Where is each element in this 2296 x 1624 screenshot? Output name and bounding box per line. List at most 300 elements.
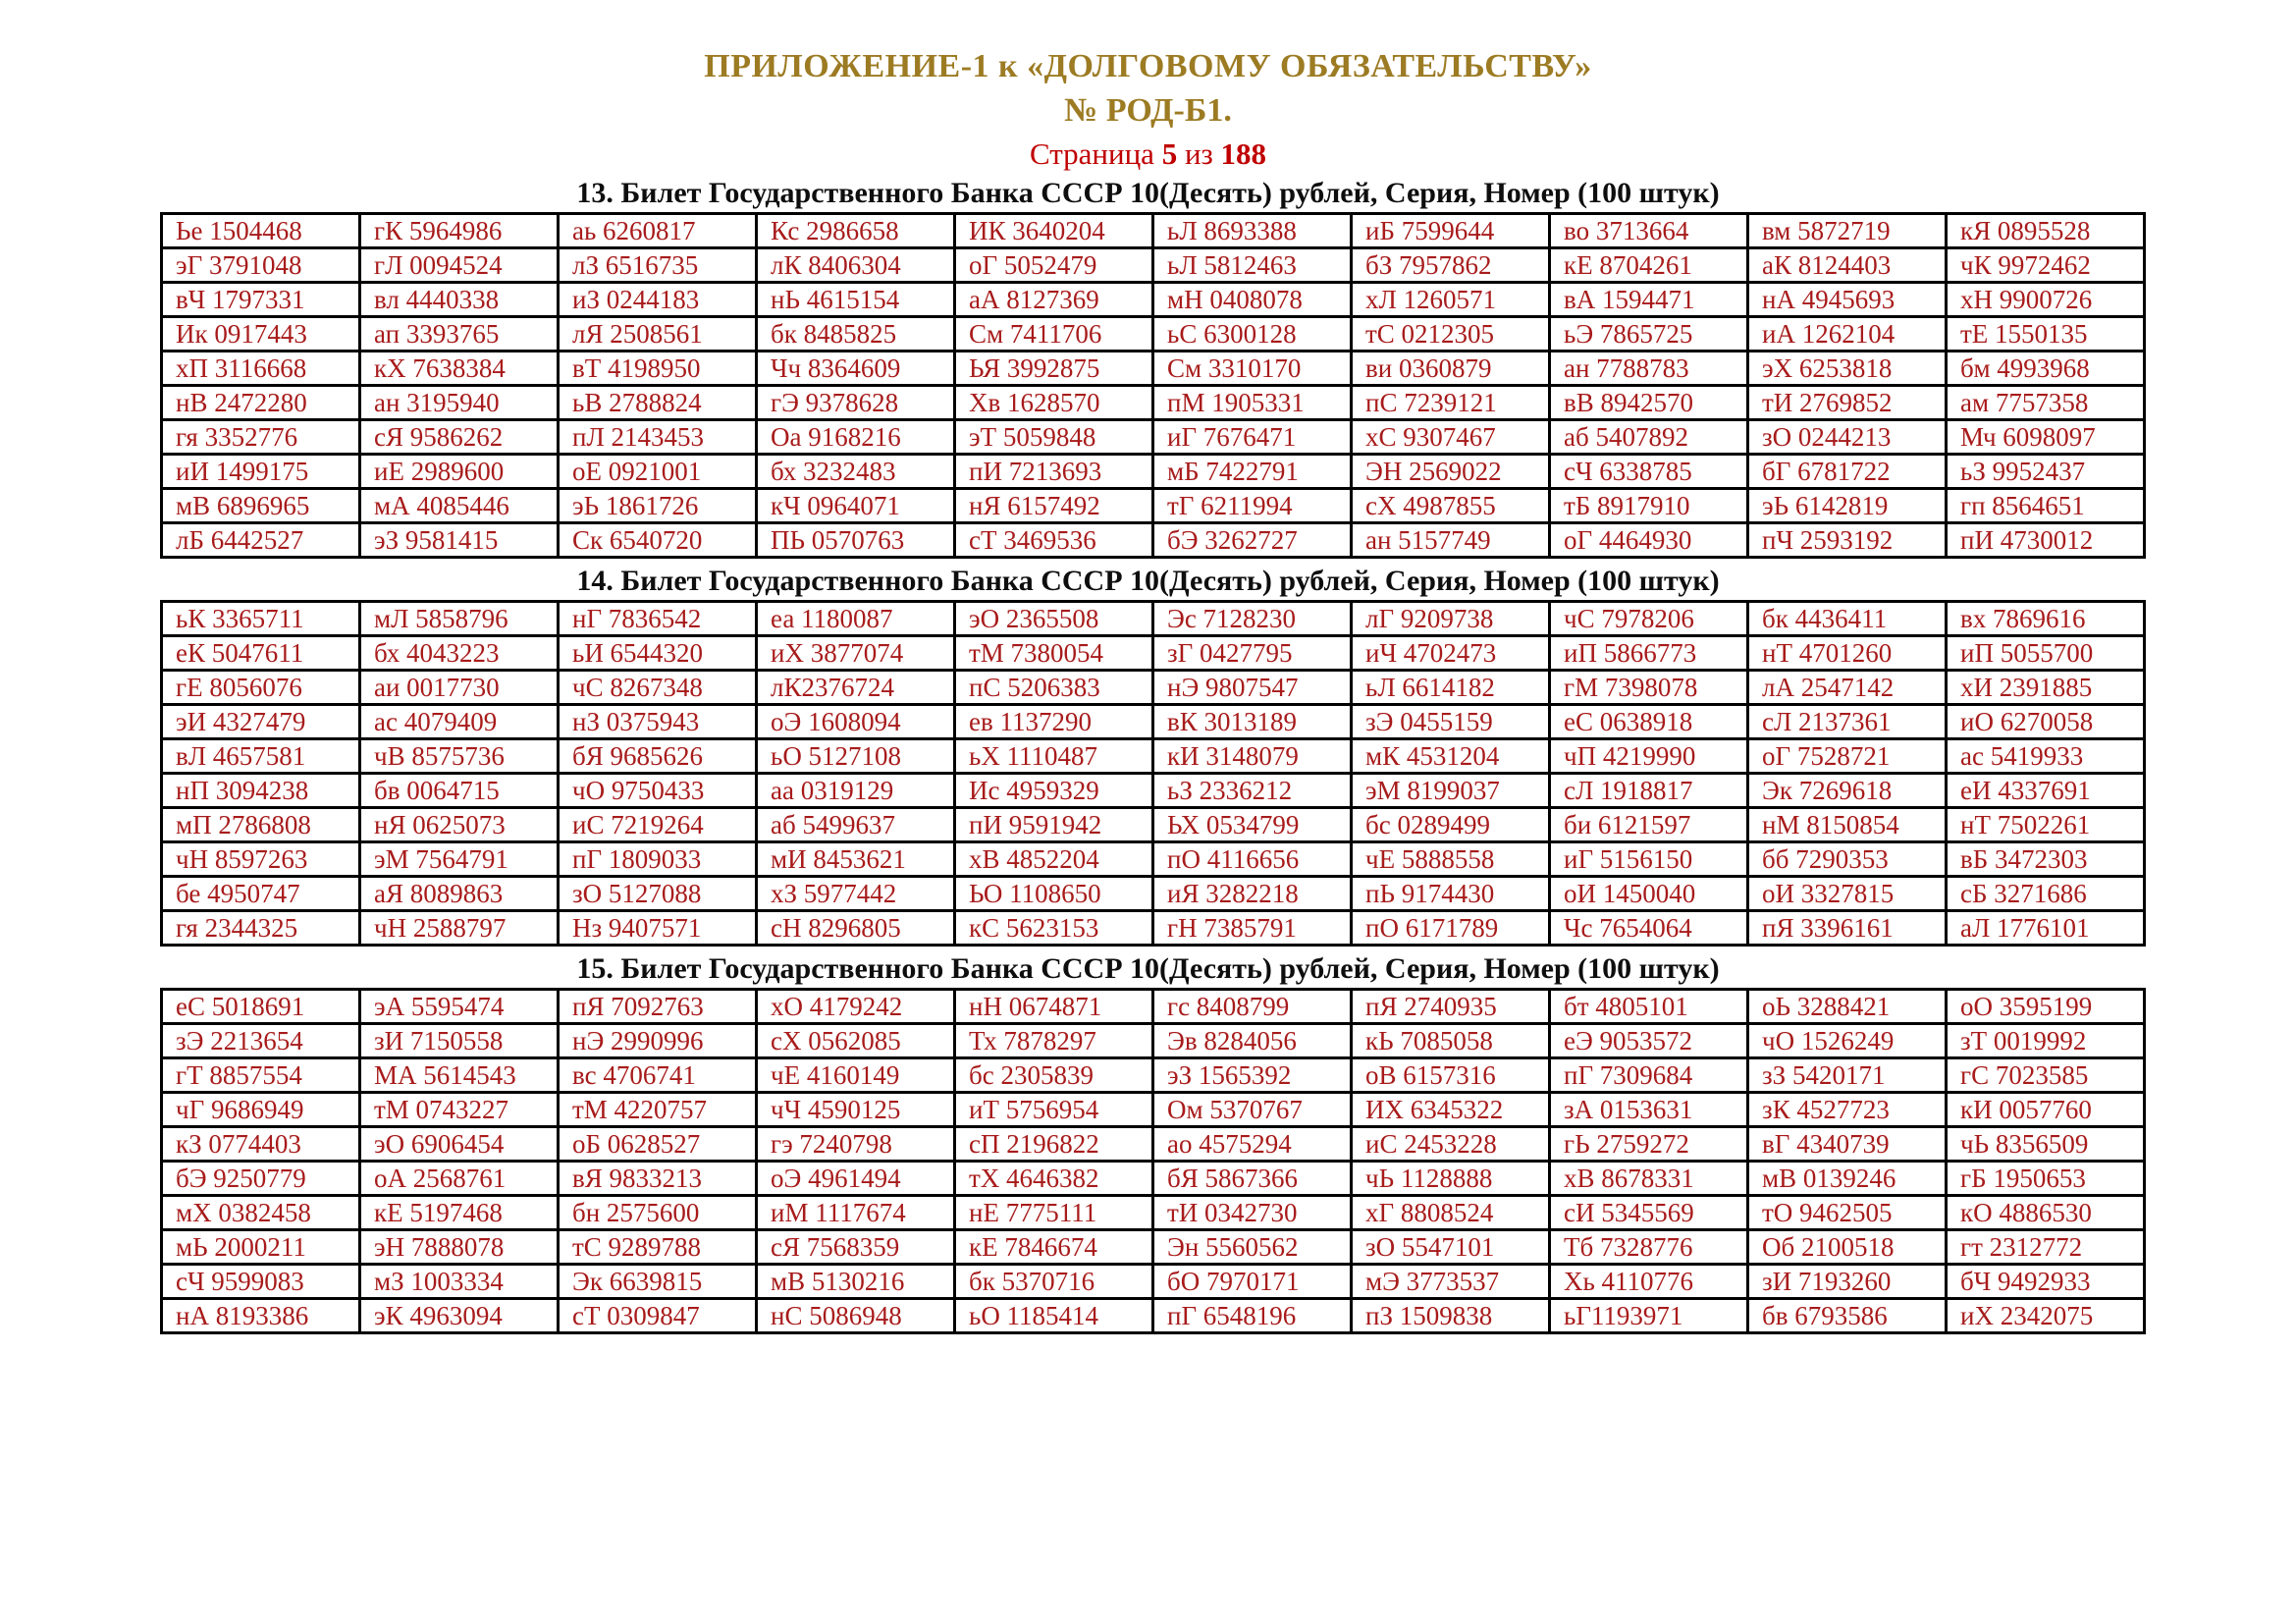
serial-cell: кЗ 0774403 bbox=[162, 1127, 360, 1162]
serial-cell: иО 6270058 bbox=[1947, 705, 2145, 739]
serial-cell: пМ 1905331 bbox=[1153, 386, 1352, 420]
table-row bbox=[162, 774, 2145, 808]
serial-cell: гя 2344325 bbox=[162, 911, 360, 946]
serial-cell: иХ 2342075 bbox=[1947, 1299, 2145, 1333]
serial-cell: гЕ 8056076 bbox=[162, 671, 360, 705]
serial-cell: сЧ 9599083 bbox=[162, 1265, 360, 1299]
serial-cell: Чч 8364609 bbox=[757, 352, 955, 386]
serial-cell: гН 7385791 bbox=[1153, 911, 1352, 946]
serial-cell: кЯ 0895528 bbox=[1947, 214, 2145, 248]
serial-cell: чС 8267348 bbox=[559, 671, 757, 705]
serial-cell: ан 7788783 bbox=[1550, 352, 1748, 386]
table-row bbox=[162, 420, 2145, 455]
serial-cell: эЗ 1565392 bbox=[1153, 1058, 1352, 1093]
serial-cell: ам 7757358 bbox=[1947, 386, 2145, 420]
serial-cell: чЕ 4160149 bbox=[757, 1058, 955, 1093]
table-row bbox=[162, 386, 2145, 420]
serial-cell: Эк 7269618 bbox=[1748, 774, 1947, 808]
serial-cell: нМ 8150854 bbox=[1748, 808, 1947, 842]
serial-cell: еИ 4337691 bbox=[1947, 774, 2145, 808]
serial-cell: тИ 2769852 bbox=[1748, 386, 1947, 420]
serial-cell: ьИ 6544320 bbox=[559, 636, 757, 671]
serial-cell: эК 4963094 bbox=[360, 1299, 559, 1333]
serial-cell: иБ 7599644 bbox=[1352, 214, 1550, 248]
table-row bbox=[162, 911, 2145, 946]
serial-cell: бЧ 9492933 bbox=[1947, 1265, 2145, 1299]
table-row bbox=[162, 842, 2145, 877]
serial-cell: пГ 6548196 bbox=[1153, 1299, 1352, 1333]
table-row bbox=[162, 602, 2145, 636]
table-row bbox=[162, 1058, 2145, 1093]
serial-cell: пЬ 9174430 bbox=[1352, 877, 1550, 911]
serial-cell: гК 5964986 bbox=[360, 214, 559, 248]
serial-cell: би 6121597 bbox=[1550, 808, 1748, 842]
serial-cell: Тб 7328776 bbox=[1550, 1230, 1748, 1265]
serial-cell: Ис 4959329 bbox=[955, 774, 1153, 808]
serial-cell: Кс 2986658 bbox=[757, 214, 955, 248]
serial-cell: гБ 1950653 bbox=[1947, 1162, 2145, 1196]
serial-cell: пС 5206383 bbox=[955, 671, 1153, 705]
serial-cell: чП 4219990 bbox=[1550, 739, 1748, 774]
serial-cell: ьЛ 6614182 bbox=[1352, 671, 1550, 705]
serial-cell: иЯ 3282218 bbox=[1153, 877, 1352, 911]
serial-cell: зО 0244213 bbox=[1748, 420, 1947, 455]
serial-cell: ьК 3365711 bbox=[162, 602, 360, 636]
serial-cell: ьЛ 5812463 bbox=[1153, 248, 1352, 283]
serial-cell: ьЗ 9952437 bbox=[1947, 455, 2145, 489]
serial-cell: вК 3013189 bbox=[1153, 705, 1352, 739]
serial-cell: тМ 4220757 bbox=[559, 1093, 757, 1127]
serial-cell: МА 5614543 bbox=[360, 1058, 559, 1093]
page-subtitle: № РОД-Б1. bbox=[1064, 92, 1232, 129]
serial-cell: вх 7869616 bbox=[1947, 602, 2145, 636]
serial-cell: зЭ 0455159 bbox=[1352, 705, 1550, 739]
serial-cell: зЗ 5420171 bbox=[1748, 1058, 1947, 1093]
serial-cell: иС 2453228 bbox=[1352, 1127, 1550, 1162]
table-caption: 15. Билет Государственного Банка СССР 10(Десять) рублей, Серия, Номер (100 штук) bbox=[576, 952, 1720, 985]
serial-cell: нЭ 2990996 bbox=[559, 1024, 757, 1058]
serial-cell: иЧ 4702473 bbox=[1352, 636, 1550, 671]
table-row bbox=[162, 1230, 2145, 1265]
serial-cell: пО 6171789 bbox=[1352, 911, 1550, 946]
serials-table-14 bbox=[160, 600, 2146, 947]
table-section-15 bbox=[0, 953, 2296, 1334]
serial-cell: хЛ 1260571 bbox=[1352, 283, 1550, 317]
serial-cell: эМ 8199037 bbox=[1352, 774, 1550, 808]
serial-cell: Эс 7128230 bbox=[1153, 602, 1352, 636]
serial-cell: пО 4116656 bbox=[1153, 842, 1352, 877]
table-row bbox=[162, 990, 2145, 1024]
serial-cell: кЕ 5197468 bbox=[360, 1196, 559, 1230]
serial-cell: тИ 0342730 bbox=[1153, 1196, 1352, 1230]
table-row bbox=[162, 455, 2145, 489]
serial-cell: ЬЯ 3992875 bbox=[955, 352, 1153, 386]
serial-cell: эМ 7564791 bbox=[360, 842, 559, 877]
serial-cell: лК 8406304 bbox=[757, 248, 955, 283]
serial-cell: зК 4527723 bbox=[1748, 1093, 1947, 1127]
serial-cell: иГ 5156150 bbox=[1550, 842, 1748, 877]
serial-cell: кО 4886530 bbox=[1947, 1196, 2145, 1230]
serial-cell: бн 2575600 bbox=[559, 1196, 757, 1230]
serial-cell: ЬО 1108650 bbox=[955, 877, 1153, 911]
serial-cell: нТ 7502261 bbox=[1947, 808, 2145, 842]
serial-cell: оИ 1450040 bbox=[1550, 877, 1748, 911]
serial-cell: во 3713664 bbox=[1550, 214, 1748, 248]
serial-cell: бЭ 3262727 bbox=[1153, 523, 1352, 558]
serial-cell: эО 2365508 bbox=[955, 602, 1153, 636]
serial-cell: эН 7888078 bbox=[360, 1230, 559, 1265]
serial-cell: еС 5018691 bbox=[162, 990, 360, 1024]
serial-cell: кЕ 8704261 bbox=[1550, 248, 1748, 283]
serial-cell: гт 2312772 bbox=[1947, 1230, 2145, 1265]
serial-cell: чН 8597263 bbox=[162, 842, 360, 877]
serial-cell: ас 5419933 bbox=[1947, 739, 2145, 774]
serial-cell: Чс 7654064 bbox=[1550, 911, 1748, 946]
serial-cell: оЬ 3288421 bbox=[1748, 990, 1947, 1024]
serial-cell: нЕ 7775111 bbox=[955, 1196, 1153, 1230]
serial-cell: иЗ 0244183 bbox=[559, 283, 757, 317]
serial-cell: мН 0408078 bbox=[1153, 283, 1352, 317]
serial-cell: еК 5047611 bbox=[162, 636, 360, 671]
serial-cell: аА 8127369 bbox=[955, 283, 1153, 317]
serial-cell: чЧ 4590125 bbox=[757, 1093, 955, 1127]
serial-cell: сН 8296805 bbox=[757, 911, 955, 946]
serial-cell: бе 4950747 bbox=[162, 877, 360, 911]
serial-cell: ьХ 1110487 bbox=[955, 739, 1153, 774]
serial-cell: гэ 7240798 bbox=[757, 1127, 955, 1162]
serial-cell: нА 4945693 bbox=[1748, 283, 1947, 317]
serial-cell: тС 0212305 bbox=[1352, 317, 1550, 352]
serial-cell: нС 5086948 bbox=[757, 1299, 955, 1333]
serial-cell: гЬ 2759272 bbox=[1550, 1127, 1748, 1162]
serial-cell: ас 4079409 bbox=[360, 705, 559, 739]
serial-cell: Ье 1504468 bbox=[162, 214, 360, 248]
serial-cell: аа 0319129 bbox=[757, 774, 955, 808]
serial-cell: сЛ 1918817 bbox=[1550, 774, 1748, 808]
serial-cell: иМ 1117674 bbox=[757, 1196, 955, 1230]
serial-cell: гЛ 0094524 bbox=[360, 248, 559, 283]
table-row bbox=[162, 636, 2145, 671]
serial-cell: бЯ 9685626 bbox=[559, 739, 757, 774]
serial-cell: ев 1137290 bbox=[955, 705, 1153, 739]
serial-cell: сЧ 6338785 bbox=[1550, 455, 1748, 489]
serial-cell: бм 4993968 bbox=[1947, 352, 2145, 386]
table-row bbox=[162, 671, 2145, 705]
serial-cell: тБ 8917910 bbox=[1550, 489, 1748, 523]
serial-cell: еа 1180087 bbox=[757, 602, 955, 636]
serial-cell: ПЬ 0570763 bbox=[757, 523, 955, 558]
serial-cell: бк 5370716 bbox=[955, 1265, 1153, 1299]
serial-cell: пС 7239121 bbox=[1352, 386, 1550, 420]
table-row bbox=[162, 1024, 2145, 1058]
serial-cell: вл 4440338 bbox=[360, 283, 559, 317]
page-indicator bbox=[0, 137, 2296, 171]
serial-cell: пЯ 3396161 bbox=[1748, 911, 1947, 946]
serial-cell: иП 5055700 bbox=[1947, 636, 2145, 671]
serial-cell: тМ 7380054 bbox=[955, 636, 1153, 671]
serial-cell: мБ 7422791 bbox=[1153, 455, 1352, 489]
serial-cell: вЛ 4657581 bbox=[162, 739, 360, 774]
serial-cell: оБ 0628527 bbox=[559, 1127, 757, 1162]
table-caption: 14. Билет Государственного Банка СССР 10(Десять) рублей, Серия, Номер (100 штук) bbox=[576, 565, 1720, 597]
serial-cell: ьС 6300128 bbox=[1153, 317, 1352, 352]
serial-cell: иТ 5756954 bbox=[955, 1093, 1153, 1127]
serial-cell: Хь 4110776 bbox=[1550, 1265, 1748, 1299]
page-indicator-prefix: Страница bbox=[1029, 136, 1154, 171]
table-row bbox=[162, 317, 2145, 352]
serial-cell: оИ 3327815 bbox=[1748, 877, 1947, 911]
serial-cell: иЕ 2989600 bbox=[360, 455, 559, 489]
serial-cell: зГ 0427795 bbox=[1153, 636, 1352, 671]
serial-cell: бО 7970171 bbox=[1153, 1265, 1352, 1299]
serial-cell: аь 6260817 bbox=[559, 214, 757, 248]
serial-cell: гЭ 9378628 bbox=[757, 386, 955, 420]
serial-cell: ви 0360879 bbox=[1352, 352, 1550, 386]
serial-cell: пЛ 2143453 bbox=[559, 420, 757, 455]
serial-cell: бк 4436411 bbox=[1748, 602, 1947, 636]
serials-table-15 bbox=[160, 988, 2146, 1334]
serial-cell: пЯ 2740935 bbox=[1352, 990, 1550, 1024]
serial-cell: тС 9289788 bbox=[559, 1230, 757, 1265]
serial-cell: хВ 8678331 bbox=[1550, 1162, 1748, 1196]
table-section-14 bbox=[0, 566, 2296, 947]
serial-cell: пГ 1809033 bbox=[559, 842, 757, 877]
serial-cell: нТ 4701260 bbox=[1748, 636, 1947, 671]
serial-cell: нГ 7836542 bbox=[559, 602, 757, 636]
serial-cell: ьО 1185414 bbox=[955, 1299, 1153, 1333]
serial-cell: чЕ 5888558 bbox=[1352, 842, 1550, 877]
serial-cell: оЭ 4961494 bbox=[757, 1162, 955, 1196]
serial-cell: эЗ 9581415 bbox=[360, 523, 559, 558]
serial-cell: лЗ 6516735 bbox=[559, 248, 757, 283]
serial-cell: сТ 3469536 bbox=[955, 523, 1153, 558]
serial-cell: лА 2547142 bbox=[1748, 671, 1947, 705]
table-row bbox=[162, 1265, 2145, 1299]
serial-cell: мВ 5130216 bbox=[757, 1265, 955, 1299]
serial-cell: бс 2305839 bbox=[955, 1058, 1153, 1093]
serial-cell: гТ 8857554 bbox=[162, 1058, 360, 1093]
serial-cell: ьЛ 8693388 bbox=[1153, 214, 1352, 248]
serial-cell: оО 3595199 bbox=[1947, 990, 2145, 1024]
serial-cell: пЯ 7092763 bbox=[559, 990, 757, 1024]
serial-cell: вВ 8942570 bbox=[1550, 386, 1748, 420]
serial-cell: сБ 3271686 bbox=[1947, 877, 2145, 911]
serial-cell: См 7411706 bbox=[955, 317, 1153, 352]
serial-cell: чН 2588797 bbox=[360, 911, 559, 946]
serial-cell: Об 2100518 bbox=[1748, 1230, 1947, 1265]
serial-cell: эХ 6253818 bbox=[1748, 352, 1947, 386]
serial-cell: См 3310170 bbox=[1153, 352, 1352, 386]
serial-cell: нЭ 9807547 bbox=[1153, 671, 1352, 705]
serial-cell: хВ 4852204 bbox=[955, 842, 1153, 877]
serial-cell: пЗ 1509838 bbox=[1352, 1299, 1550, 1333]
serial-cell: хН 9900726 bbox=[1947, 283, 2145, 317]
serial-cell: аЯ 8089863 bbox=[360, 877, 559, 911]
serial-cell: эО 6906454 bbox=[360, 1127, 559, 1162]
serial-cell: сХ 4987855 bbox=[1352, 489, 1550, 523]
serial-cell: хС 9307467 bbox=[1352, 420, 1550, 455]
serial-cell: пИ 9591942 bbox=[955, 808, 1153, 842]
serial-cell: зО 5547101 bbox=[1352, 1230, 1550, 1265]
serial-cell: нА 8193386 bbox=[162, 1299, 360, 1333]
serial-cell: бЭ 9250779 bbox=[162, 1162, 360, 1196]
serial-cell: бс 0289499 bbox=[1352, 808, 1550, 842]
serial-cell: бЯ 5867366 bbox=[1153, 1162, 1352, 1196]
serial-cell: ИК 3640204 bbox=[955, 214, 1153, 248]
serial-cell: чЬ 1128888 bbox=[1352, 1162, 1550, 1196]
serial-cell: оЕ 0921001 bbox=[559, 455, 757, 489]
serial-cell: Нз 9407571 bbox=[559, 911, 757, 946]
table-row bbox=[162, 283, 2145, 317]
serial-cell: бЗ 7957862 bbox=[1352, 248, 1550, 283]
serial-cell: эТ 5059848 bbox=[955, 420, 1153, 455]
serial-cell: бв 0064715 bbox=[360, 774, 559, 808]
serial-cell: ьВ 2788824 bbox=[559, 386, 757, 420]
serial-cell: хП 3116668 bbox=[162, 352, 360, 386]
serial-cell: иИ 1499175 bbox=[162, 455, 360, 489]
serial-cell: чВ 8575736 bbox=[360, 739, 559, 774]
serial-cell: хИ 2391885 bbox=[1947, 671, 2145, 705]
serial-cell: эЬ 1861726 bbox=[559, 489, 757, 523]
serial-cell: лГ 9209738 bbox=[1352, 602, 1550, 636]
table-row bbox=[162, 1162, 2145, 1196]
serial-cell: гС 7023585 bbox=[1947, 1058, 2145, 1093]
serial-cell: вБ 3472303 bbox=[1947, 842, 2145, 877]
serial-cell: аЛ 1776101 bbox=[1947, 911, 2145, 946]
serial-cell: оВ 6157316 bbox=[1352, 1058, 1550, 1093]
table-row bbox=[162, 1127, 2145, 1162]
serial-cell: мЗ 1003334 bbox=[360, 1265, 559, 1299]
serial-cell: еС 0638918 bbox=[1550, 705, 1748, 739]
serial-cell: ан 3195940 bbox=[360, 386, 559, 420]
serial-cell: ьГ1193971 bbox=[1550, 1299, 1748, 1333]
serial-cell: аб 5407892 bbox=[1550, 420, 1748, 455]
table-row bbox=[162, 739, 2145, 774]
table-row bbox=[162, 523, 2145, 558]
serial-cell: тМ 0743227 bbox=[360, 1093, 559, 1127]
serial-cell: вГ 4340739 bbox=[1748, 1127, 1947, 1162]
serial-cell: ЬХ 0534799 bbox=[1153, 808, 1352, 842]
serial-cell: зТ 0019992 bbox=[1947, 1024, 2145, 1058]
serial-cell: нЬ 4615154 bbox=[757, 283, 955, 317]
serial-cell: ап 3393765 bbox=[360, 317, 559, 352]
serial-cell: кЬ 7085058 bbox=[1352, 1024, 1550, 1058]
serial-cell: сТ 0309847 bbox=[559, 1299, 757, 1333]
serial-cell: Эн 5560562 bbox=[1153, 1230, 1352, 1265]
serial-cell: мЭ 3773537 bbox=[1352, 1265, 1550, 1299]
serial-cell: чО 9750433 bbox=[559, 774, 757, 808]
table-row bbox=[162, 1196, 2145, 1230]
serial-cell: иА 1262104 bbox=[1748, 317, 1947, 352]
serial-cell: гс 8408799 bbox=[1153, 990, 1352, 1024]
serial-cell: тО 9462505 bbox=[1748, 1196, 1947, 1230]
serial-cell: гМ 7398078 bbox=[1550, 671, 1748, 705]
table-caption: 13. Билет Государственного Банка СССР 10(Десять) рублей, Серия, Номер (100 штук) bbox=[576, 177, 1720, 209]
table-row bbox=[162, 214, 2145, 248]
page-indicator-of: из bbox=[1184, 136, 1213, 171]
serial-cell: эГ 3791048 bbox=[162, 248, 360, 283]
serial-cell: чО 1526249 bbox=[1748, 1024, 1947, 1058]
serial-cell: хГ 8808524 bbox=[1352, 1196, 1550, 1230]
table-row bbox=[162, 877, 2145, 911]
serial-cell: ьЗ 2336212 bbox=[1153, 774, 1352, 808]
serials-table-13 bbox=[160, 212, 2146, 559]
serial-cell: бв 6793586 bbox=[1748, 1299, 1947, 1333]
serial-cell: гп 8564651 bbox=[1947, 489, 2145, 523]
serial-cell: тЕ 1550135 bbox=[1947, 317, 2145, 352]
serial-cell: пГ 7309684 bbox=[1550, 1058, 1748, 1093]
serial-cell: чЬ 8356509 bbox=[1947, 1127, 2145, 1162]
serial-cell: лБ 6442527 bbox=[162, 523, 360, 558]
serial-cell: Ом 5370767 bbox=[1153, 1093, 1352, 1127]
serial-cell: кИ 0057760 bbox=[1947, 1093, 2145, 1127]
serial-cell: оЭ 1608094 bbox=[757, 705, 955, 739]
serial-cell: ьО 5127108 bbox=[757, 739, 955, 774]
serial-cell: кЧ 0964071 bbox=[757, 489, 955, 523]
serial-cell: кХ 7638384 bbox=[360, 352, 559, 386]
table-row bbox=[162, 808, 2145, 842]
serial-cell: мП 2786808 bbox=[162, 808, 360, 842]
serial-cell: ьЭ 7865725 bbox=[1550, 317, 1748, 352]
serial-cell: бб 7290353 bbox=[1748, 842, 1947, 877]
serial-cell: вЧ 1797331 bbox=[162, 283, 360, 317]
serial-cell: тГ 6211994 bbox=[1153, 489, 1352, 523]
serial-cell: гя 3352776 bbox=[162, 420, 360, 455]
serial-cell: чС 7978206 bbox=[1550, 602, 1748, 636]
serial-cell: Эк 6639815 bbox=[559, 1265, 757, 1299]
serial-cell: бх 3232483 bbox=[757, 455, 955, 489]
serial-cell: вТ 4198950 bbox=[559, 352, 757, 386]
serial-cell: зИ 7150558 bbox=[360, 1024, 559, 1058]
serial-cell: сЛ 2137361 bbox=[1748, 705, 1947, 739]
table-row bbox=[162, 1299, 2145, 1333]
serial-cell: Ск 6540720 bbox=[559, 523, 757, 558]
serial-cell: кИ 3148079 bbox=[1153, 739, 1352, 774]
serial-cell: мВ 0139246 bbox=[1748, 1162, 1947, 1196]
serial-cell: эИ 4327479 bbox=[162, 705, 360, 739]
serial-cell: сИ 5345569 bbox=[1550, 1196, 1748, 1230]
serial-cell: Ик 0917443 bbox=[162, 317, 360, 352]
serial-cell: эА 5595474 bbox=[360, 990, 559, 1024]
serial-cell: иП 5866773 bbox=[1550, 636, 1748, 671]
serial-cell: бх 4043223 bbox=[360, 636, 559, 671]
serial-cell: бГ 6781722 bbox=[1748, 455, 1947, 489]
serial-cell: ИХ 6345322 bbox=[1352, 1093, 1550, 1127]
serial-cell: иС 7219264 bbox=[559, 808, 757, 842]
serial-cell: мЬ 2000211 bbox=[162, 1230, 360, 1265]
serial-cell: вА 1594471 bbox=[1550, 283, 1748, 317]
serial-cell: нН 0674871 bbox=[955, 990, 1153, 1024]
serial-cell: ЭН 2569022 bbox=[1352, 455, 1550, 489]
serial-cell: лК2376724 bbox=[757, 671, 955, 705]
table-row bbox=[162, 489, 2145, 523]
serial-cell: аи 0017730 bbox=[360, 671, 559, 705]
serial-cell: бк 8485825 bbox=[757, 317, 955, 352]
serial-cell: ан 5157749 bbox=[1352, 523, 1550, 558]
serial-cell: нП 3094238 bbox=[162, 774, 360, 808]
serial-cell: мА 4085446 bbox=[360, 489, 559, 523]
serial-cell: бт 4805101 bbox=[1550, 990, 1748, 1024]
serial-cell: оГ 7528721 bbox=[1748, 739, 1947, 774]
serial-cell: оГ 4464930 bbox=[1550, 523, 1748, 558]
serial-cell: нЯ 6157492 bbox=[955, 489, 1153, 523]
table-row bbox=[162, 1093, 2145, 1127]
serial-cell: кЕ 7846674 bbox=[955, 1230, 1153, 1265]
serial-cell: нЯ 0625073 bbox=[360, 808, 559, 842]
serial-cell: зИ 7193260 bbox=[1748, 1265, 1947, 1299]
serial-cell: зО 5127088 bbox=[559, 877, 757, 911]
serial-cell: мИ 8453621 bbox=[757, 842, 955, 877]
